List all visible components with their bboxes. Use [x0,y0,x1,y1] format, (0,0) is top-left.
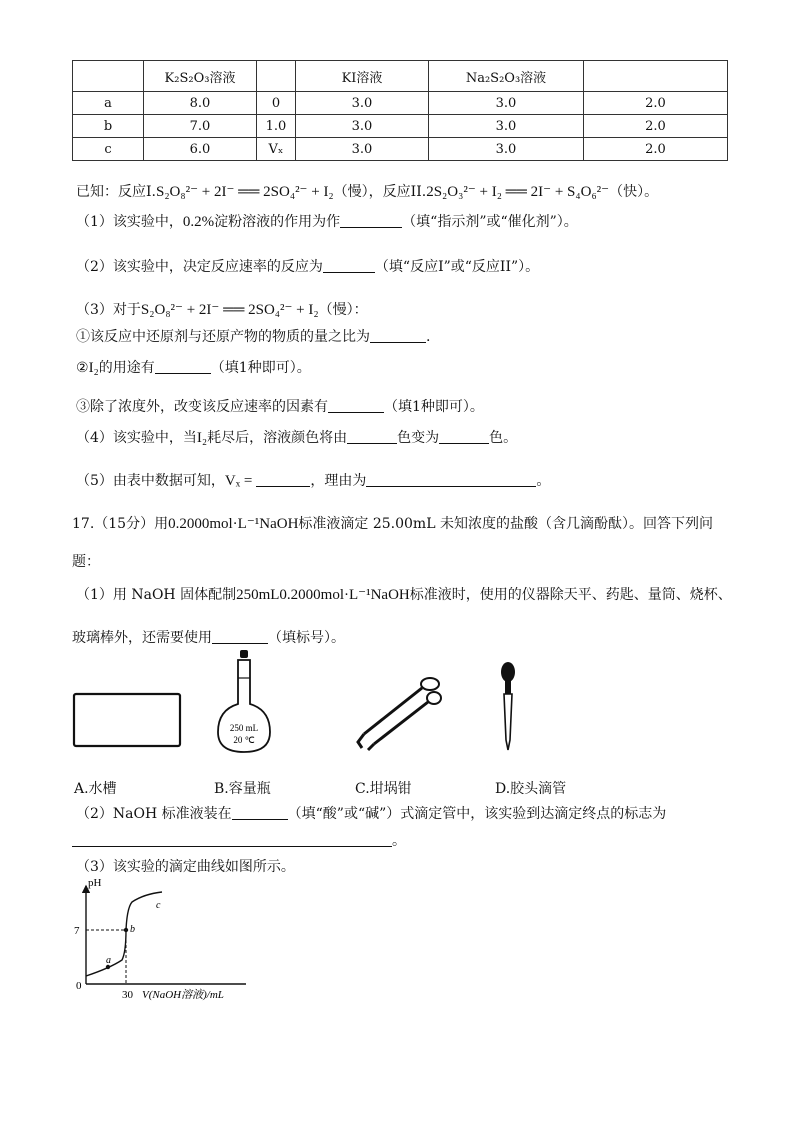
q2-answer-blank[interactable] [323,258,375,273]
q1-text: （1）该实验中， [76,214,183,230]
titration-curve-chart [70,872,260,1004]
option-a-label: A.水槽 [74,781,117,797]
q1-text: 淀粉溶液的作用为作 [214,214,341,230]
option-b-label: B.容量瓶 [214,781,271,797]
q5-vx: Vₓ = [224,473,253,489]
q3-text: （3）对于 [76,302,141,318]
table-header-cell: K₂S₂O₃溶液 [144,61,257,92]
q5-answer-blank-2[interactable] [366,472,536,487]
question-3-part-2 [76,357,311,377]
q17-3-text: （3）该实验的滴定曲线如图所示。 [76,859,295,875]
q4-text: 色变为 [397,430,440,446]
table-row [73,115,728,138]
point-c-label: c [156,900,161,911]
q4-answer-blank-1[interactable] [347,429,397,444]
q3-equation: S₂O₈²⁻ + 2I⁻ ══ 2SO₄²⁻ + I₂ [140,302,319,318]
q5-text: （5）由表中数据可知， [76,473,225,489]
y-axis-label: pH [88,877,102,889]
q5-answer-blank-1[interactable] [256,472,310,487]
question-3-part-1: ①该反应中还原剂与还原产物的物质的量之比为 . [76,329,431,345]
table-cell: 6.0 [144,138,257,161]
q17-1-text: （1）用 NaOH 固体配制 [76,587,237,603]
table-cell: Vₓ [257,138,296,161]
q17-1-answer-blank[interactable] [212,629,268,644]
table-cell: 3.0 [296,115,429,138]
reagent-table [72,60,728,161]
table-cell: 2.0 [584,138,728,161]
table-cell: 2.0 [584,115,728,138]
q4-text: 耗尽后，溶液颜色将由 [207,430,348,446]
table-cell: 0 [257,92,296,115]
q3-text: （慢）： [318,302,368,318]
table-cell: 7.0 [144,115,257,138]
point-b [124,928,128,932]
flask-label-volume: 250 mL [229,723,259,733]
table-cell: a [73,92,144,115]
table-header-cell [73,61,144,92]
point-a-label: a [106,955,111,966]
question-4 [76,427,517,447]
q4-iodine: I₂ [196,430,208,446]
q17-text: 标准液滴定 25.00mL 未知浓度的盐酸（含几滴酚酞）。回答下列问 [298,516,713,532]
dropper-drawing [493,660,523,752]
question-17-cont [72,551,100,571]
q3-1-answer-blank[interactable] [370,328,426,343]
question-17-part-1-cont [72,627,345,647]
question-3 [76,299,368,319]
table-header-cell: KI溶液 [296,61,429,92]
known-reactions-line [76,181,658,201]
question-17-part-1 [76,584,732,604]
q17-text: 17.（15分）用 [72,516,169,532]
table-cell: b [73,115,144,138]
table-header-cell [257,61,296,92]
known-fast-text: （快）。 [609,184,659,200]
q3-2-text: （填1种即可）。 [210,360,311,376]
table-header-row [73,61,728,92]
reaction-1-equation: S₂O₈²⁻ + 2I⁻ ══ 2SO₄²⁻ + I₂ [155,184,334,200]
q3-2-answer-blank[interactable] [155,359,211,374]
table-cell: 2.0 [584,92,728,115]
q17-2-text: 。 [392,833,406,849]
q3-2-text: 的用途有 [98,360,155,376]
table-header-cell: Na₂S₂O₃溶液 [429,61,584,92]
q2-text: （填“反应I”或“反应II”）。 [374,259,540,275]
x-tick-label-30: 30 [122,989,133,1001]
question-1 [76,211,578,231]
option-d-label: D.胶头滴管 [495,781,567,797]
known-slow-text: （慢），反应II. [333,184,427,200]
volumetric-flask-drawing [210,648,280,758]
q17-1-concentration: 250mL0.2000mol·L⁻¹NaOH [236,587,410,603]
table-cell: 3.0 [296,138,429,161]
point-b-label: b [130,924,135,935]
q5-text: 。 [536,473,551,489]
flask-label-temp: 20 ℃ [233,735,255,745]
q17-2-text: （填“酸”或“碱”）式滴定管中，该实验到达滴定终点的标志为 [287,806,667,822]
q4-text: （4）该实验中，当 [76,430,197,446]
table-header-cell [584,61,728,92]
q1-text: （填“指示剂”或“催化剂”）。 [402,214,578,230]
q3-3-text: ③除了浓度外，改变该反应速率的因素有 [76,399,328,415]
q17-concentration: 0.2000mol·L⁻¹NaOH [168,516,299,532]
question-2 [76,256,539,276]
q3-3-answer-blank[interactable] [328,398,384,413]
q17-1-text: 标准液时，使用的仪器除天平、药匙、量筒、烧杯、 [409,587,732,603]
x-tick-label-origin: 0 [76,980,82,992]
known-prefix: 已知：反应I. [76,184,156,200]
q4-text: 色。 [489,430,518,446]
q17-2-answer-blank-1[interactable] [232,805,288,820]
q17-text: 题： [72,554,100,570]
reaction-2-equation: 2S₂O₃²⁻ + I₂ ══ 2I⁻ + S₄O₆²⁻ [426,184,610,200]
q17-1-text: （填标号）。 [268,630,345,646]
q4-answer-blank-2[interactable] [439,429,489,444]
question-3-part-3 [76,396,484,416]
table-row [73,92,728,115]
q1-answer-blank[interactable] [340,213,402,228]
option-c-label: C.坩埚钳 [355,781,412,797]
question-17 [72,513,713,533]
y-tick-label-7: 7 [74,925,80,937]
q17-2-text: （2）NaOH 标准液装在 [76,806,232,822]
q5-text: ，理由为 [310,473,367,489]
q1-concentration: 0.2% [182,214,215,230]
q3-3-text: （填1种即可）。 [384,399,484,415]
x-axis-label: V(NaOH溶液)/mL [142,989,224,1001]
table-cell: 3.0 [429,138,584,161]
table-cell: 3.0 [296,92,429,115]
water-tank-drawing [70,690,186,750]
q3-2-text: ② [76,360,89,376]
table-cell: 3.0 [429,115,584,138]
q3-1-text: ①该反应中还原剂与还原产物的物质的量之比为 [76,329,370,345]
table-cell: c [73,138,144,161]
table-cell: 1.0 [257,115,296,138]
question-17-part-2 [76,803,666,823]
table-cell: 8.0 [144,92,257,115]
titration-curve [86,892,162,976]
q17-2-answer-blank-2[interactable] [72,832,392,847]
table-row [73,138,728,161]
q17-1-text: 玻璃棒外，还需要使用 [72,630,212,646]
table-cell: 3.0 [429,92,584,115]
question-5 [76,470,550,490]
q3-2-iodine: I₂ [88,360,99,376]
q2-text: （2）该实验中，决定反应速率的反应为 [76,259,323,275]
question-17-part-2-cont [72,830,406,850]
crucible-tongs-drawing [350,672,450,752]
